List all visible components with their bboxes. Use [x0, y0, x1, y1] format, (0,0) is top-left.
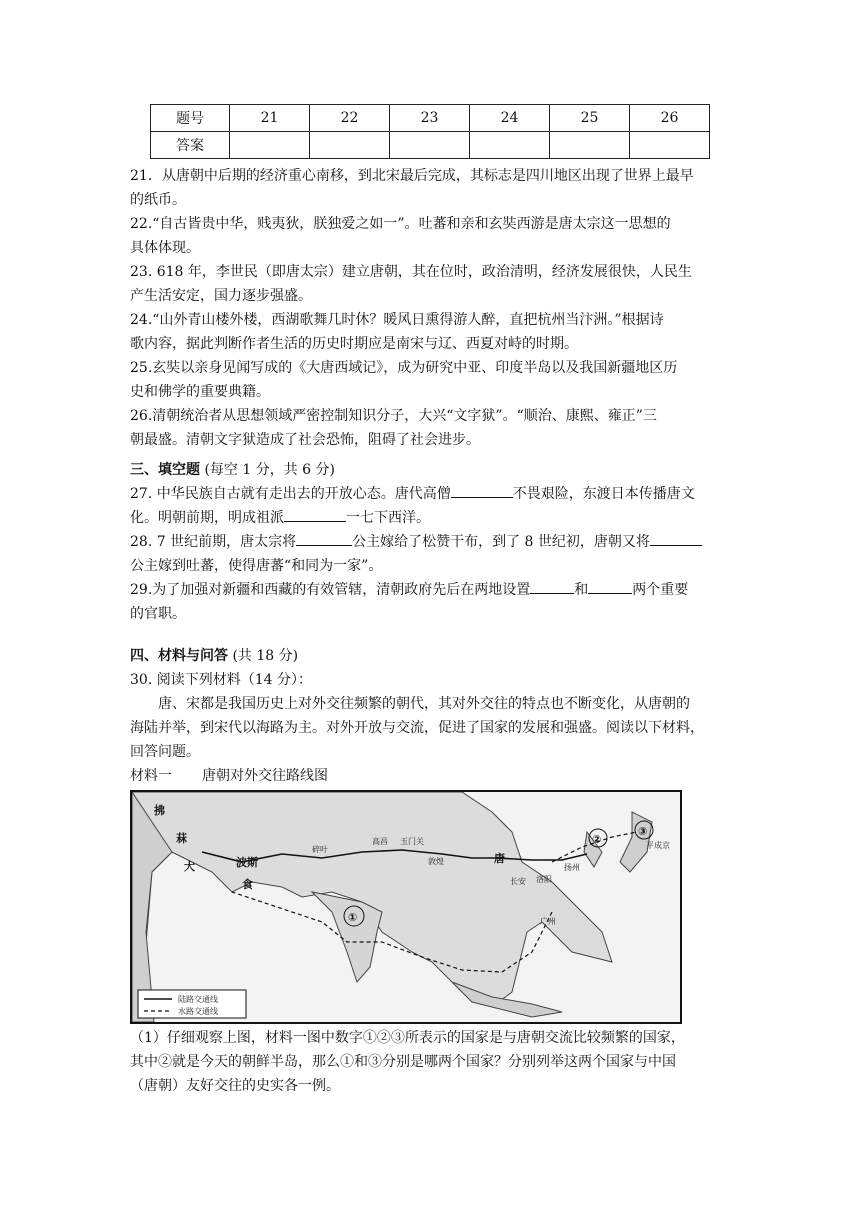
- answer-table-label: 答案: [151, 132, 230, 159]
- text-line: 21．从唐朝中后期的经济重心南移，到北宋最后完成，其标志是四川地区出现了世界上最早: [130, 168, 694, 184]
- map-label-suiye: 碎叶: [312, 845, 328, 854]
- answer-table-number: 25: [550, 105, 630, 132]
- map-label-changan: 长安: [510, 877, 526, 886]
- map-label-fu: 拂: [154, 804, 165, 817]
- map-label-dunhuang: 敦煌: [428, 857, 444, 866]
- answer-table-answer-row: [151, 132, 710, 159]
- text-line: 海陆并举，到宋代以海路为主。对外开放与交流，促进了国家的发展和强盛。阅读以下材料，: [130, 720, 704, 736]
- text-line: 具体体现。: [130, 240, 200, 256]
- section-score-note: (每空 1 分，共 6 分): [200, 462, 335, 478]
- map-number-2: ②: [592, 833, 602, 846]
- section-title: 三、填空题: [130, 462, 200, 478]
- text-fragment: 29.为了加强对新疆和西藏的有效管辖，清朝政府先后在两地设置: [130, 582, 531, 598]
- section-heading: [130, 644, 298, 668]
- text-fragment: 公主嫁到吐蕃，使得唐蕃“和同为一家”。: [130, 558, 383, 574]
- answer-blank: [530, 579, 574, 594]
- answer-table-number: 21: [230, 105, 310, 132]
- map-label-bosi: 波斯: [236, 856, 258, 869]
- answer-blank: [284, 507, 346, 522]
- question-line: [130, 482, 730, 506]
- map-number-1: ①: [348, 911, 358, 924]
- section-title: 四、材料与问答: [130, 648, 228, 664]
- material-intro: [130, 668, 730, 788]
- text-line: 唐、宋都是我国历史上对外交往频繁的朝代，其对外交往的特点也不断变化，从唐朝的: [158, 696, 690, 712]
- answer-cell: [470, 132, 550, 159]
- text-line: 25.玄奘以亲身见闻写成的《大唐西域记》，成为研究中亚、印度半岛以及我国新疆地区历: [130, 360, 678, 376]
- map-label-da: 大: [184, 860, 195, 873]
- map-label-tang: 唐: [494, 852, 505, 865]
- judgment-items: [130, 164, 730, 452]
- text-line: （1）仔细观察上图，材料一图中数字①②③所表示的国家是与唐朝交流比较频繁的国家，: [130, 1030, 685, 1046]
- map-number-3: ③: [638, 825, 648, 838]
- question-line: 30. 阅读下列材料（14 分）：: [130, 672, 312, 688]
- map-label-yumenguan: 玉门关: [400, 837, 424, 846]
- answer-table-number: 26: [630, 105, 710, 132]
- fill-blank-questions: [130, 482, 730, 626]
- text-fragment: 公主嫁给了松赞干布，到了 8 世纪初，唐朝又将: [352, 534, 650, 550]
- text-line: （唐朝）友好交往的史实各一例。: [130, 1078, 340, 1094]
- question-line: [130, 602, 730, 626]
- text-fragment: 两个重要: [632, 582, 689, 598]
- text-fragment: 的官职。: [130, 606, 186, 622]
- question-line: [130, 530, 730, 554]
- answer-blank: [296, 531, 352, 546]
- tang-route-map: [130, 790, 682, 1024]
- material-label: 材料一: [130, 768, 172, 784]
- text-line: 歌内容，据此判断作者生活的历史时期应是南宋与辽、西夏对峙的时期。: [130, 336, 578, 352]
- text-line: 其中②就是今天的朝鲜半岛，那么①和③分别是哪两个国家？分别列举这两个国家与中国: [130, 1054, 676, 1070]
- answer-cell: [230, 132, 310, 159]
- answer-cell: [550, 132, 630, 159]
- map-label-guangzhou: 广州: [540, 917, 556, 926]
- answer-blank: [588, 579, 632, 594]
- answer-cell: [310, 132, 390, 159]
- material-title: 唐朝对外交往路线图: [202, 768, 328, 784]
- answer-table-number: 22: [310, 105, 390, 132]
- text-line: 24.“山外青山楼外楼，西湖歌舞几时休？暖风日熏得游人醉，直把杭州当汴洲。”根据诗: [130, 312, 664, 328]
- text-line: 26.清朝统治者从思想领域严密控制知识分子，大兴“文字狱”。“顺治、康熙、雍正”三: [130, 408, 657, 424]
- answer-table: [150, 104, 710, 159]
- question-line: [130, 506, 730, 530]
- map-label-luoyang: 洛阳: [536, 875, 552, 884]
- map-illustration: [132, 792, 680, 1022]
- question-line: [130, 554, 730, 578]
- text-fragment: 28. 7 世纪前期，唐太宗将: [130, 534, 297, 550]
- map-label-gaochang: 高昌: [372, 837, 388, 846]
- text-line: 史和佛学的重要典籍。: [130, 384, 270, 400]
- text-fragment: 和: [574, 582, 589, 598]
- map-label-shi: 食: [242, 878, 253, 891]
- answer-table-number: 24: [470, 105, 550, 132]
- text-line: 22.“自古皆贵中华，贱夷狄，朕独爱之如一”。吐蕃和亲和玄奘西游是唐太宗这一思想的: [130, 216, 671, 232]
- text-line: 产生活安定，国力逐步强盛。: [130, 288, 312, 304]
- text-fragment: 不畏艰险，东渡日本传播唐文: [512, 486, 695, 502]
- text-line: 朝最盛。清朝文字狱造成了社会恐怖，阻碍了社会进步。: [130, 432, 480, 448]
- section-score-note: (共 18 分): [228, 648, 299, 664]
- answer-blank: [451, 483, 513, 498]
- text-line: 23. 618 年，李世民（即唐太宗）建立唐朝，其在位时，政治清明，经济发展很快，人民生: [130, 264, 692, 280]
- answer-table-number: 23: [390, 105, 470, 132]
- answer-blank: [650, 531, 702, 546]
- answer-cell: [630, 132, 710, 159]
- legend-sea-label: 水路交通线: [178, 1007, 218, 1016]
- text-fragment: 27. 中华民族自古就有走出去的开放心态。唐代高僧: [130, 486, 451, 502]
- text-fragment: 化。明朝前期，明成祖派: [130, 510, 284, 526]
- legend-land-label: 陆路交通线: [178, 995, 218, 1004]
- material-caption: [130, 764, 730, 788]
- answer-table-number-row: [151, 105, 710, 132]
- section-heading: [130, 458, 335, 482]
- map-label-lin: 菻: [176, 832, 187, 845]
- map-label-pingchengjing: 平成京: [646, 841, 670, 850]
- answer-cell: [390, 132, 470, 159]
- answer-table-label: 题号: [151, 105, 230, 132]
- map-label-yangzhou: 扬州: [564, 863, 580, 872]
- text-fragment: 一七下西洋。: [346, 510, 430, 526]
- question-line: [130, 578, 730, 602]
- text-line: 的纸币。: [130, 192, 186, 208]
- text-line: 回答问题。: [130, 744, 200, 760]
- question-1: [130, 1026, 730, 1098]
